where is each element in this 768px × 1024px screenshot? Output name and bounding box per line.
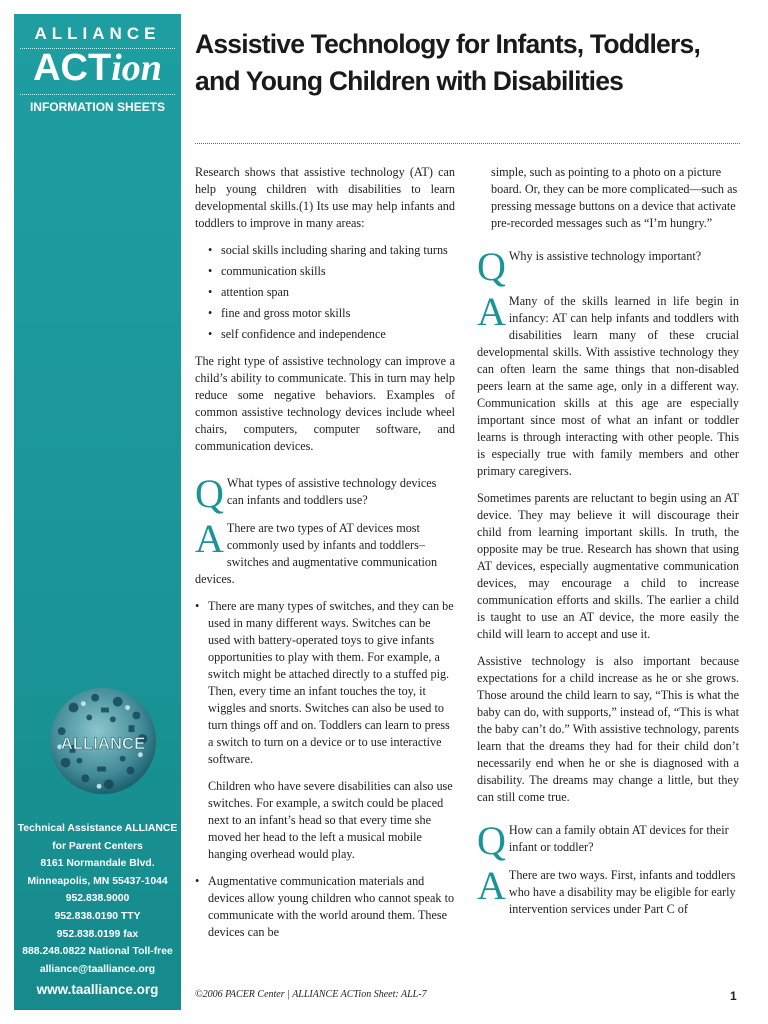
footer-credit: ©2006 PACER Center | ALLIANCE ACTion Sheet: ALL-7	[195, 989, 427, 1000]
drop-cap-q: Q	[477, 818, 506, 863]
alliance-globe-logo	[44, 682, 162, 800]
answer-2-text: Many of the skills learned in life begin in infancy: AT can help infants and toddlers with disabilities learn many of these crucial developmental skills. With assistive technology they can often learn the same things that non-disabled peers learn at the same age, only in a different way. Communication skills at this age are especially important since most of what an infant or toddler learns is through interacting with other people. This is especially true with family members and other primary caregivers.	[477, 294, 739, 478]
answer-1-text: There are two types of AT devices most commonly used by infants and toddlers–switches and augmentative communication devices.	[195, 521, 438, 586]
website-url: www.taalliance.org	[36, 982, 159, 997]
answer-3-text: There are two ways. First, infants and toddlers who have a disability may be eligible for early intervention services under Part C of	[508, 868, 736, 916]
intro-paragraph: Research shows that assistive technology (AT) can help young children with disabilities to learn developmental skills.(1) Its use may help infants and toddlers to improve in many areas:	[195, 165, 455, 230]
list-item: • attention span	[208, 284, 455, 301]
drop-cap-a: A	[195, 516, 224, 561]
title-line-1: Assistive Technology for Infants, Toddlers,	[195, 29, 701, 59]
question-3	[477, 818, 739, 863]
page-title	[195, 26, 755, 100]
contact-email: alliance@taalliance.org	[39, 963, 156, 975]
title-divider	[195, 143, 740, 144]
information-sheets-label: INFORMATION SHEETS	[29, 100, 166, 114]
list-item: • social skills including sharing and taking turns	[208, 242, 455, 259]
question-1	[195, 471, 455, 516]
communication-paragraph: The right type of assistive technology can improve a child’s ability to communicate. This in turn may help reduce some negative behaviors. Examples of common assistive technology devices include wheel chairs, computers, computer software, and communication devices.	[195, 354, 455, 453]
augmentative-list	[195, 873, 455, 941]
brand-divider-bottom	[20, 94, 175, 95]
sidebar	[14, 14, 181, 1010]
contact-org-sub: for Parent Centers	[52, 840, 143, 852]
contact-tty: 952.838.0190 TTY	[54, 910, 141, 922]
answer-1	[195, 516, 455, 588]
switches-list	[195, 598, 455, 768]
drop-cap-q: Q	[195, 471, 224, 516]
list-item: • Augmentative communication materials and devices allow young children who cannot speak to communicate with the world around them. These devices can be	[195, 873, 455, 941]
drop-cap-a: A	[477, 289, 506, 334]
logo-alliance-text: ALLIANCE	[60, 733, 146, 753]
question-2-text: Why is assistive technology important?	[508, 249, 702, 263]
brand-action-logo	[14, 46, 181, 90]
brand-ion-text: ion	[111, 47, 162, 89]
right-column	[477, 164, 739, 928]
drop-cap-q: Q	[477, 244, 506, 289]
drop-cap-a: A	[477, 863, 506, 908]
list-item: • There are many types of switches, and they can be used in many different ways. Switches can be used with battery-operated toys to give infants opportunities to play with them. For example, a switch might be attached directly to a stuffed pig. Then, every time an infant touches the toy, it wiggles and snorts. Switches can also be used to turn things off and on. Toddlers can learn to press a switch to turn on a device or to use interactive software.	[195, 598, 455, 768]
page-number: 1	[730, 989, 737, 1003]
answer-2	[477, 289, 739, 480]
title-line-2: and Young Children with Disabilities	[195, 66, 624, 96]
answer-3	[477, 863, 739, 918]
question-1-text: What types of assistive technology devices can infants and toddlers use?	[226, 476, 437, 507]
contact-fax: 952.838.0199 fax	[56, 928, 139, 940]
severe-disabilities-paragraph: Children who have severe disabilities can also use switches. For example, a switch could be placed next to an infant’s head so that every time she moved her head to the left a musical mobile hanging overhead would play.	[208, 779, 453, 861]
left-column	[195, 164, 455, 951]
brand-act-text: ACT	[33, 47, 112, 89]
reluctant-parents-paragraph: Sometimes parents are reluctant to begin using an AT device. They may believe it will discourage their child from learning important skills. In truth, the opposite may be true. Research has shown that using AT devices, especially augmentative communication devices, may encourage a child to increase communication efforts and skills. The earlier a child is taught to use an AT device, the more easily the child will learn to accept and use it.	[477, 491, 739, 641]
contact-org: Technical Assistance ALLIANCE	[17, 823, 178, 834]
skill-areas-list	[195, 242, 455, 343]
list-item: • communication skills	[208, 263, 455, 280]
brand-alliance-wordmark: ALLIANCE	[34, 24, 161, 43]
contact-city: Minneapolis, MN 55437-1044	[27, 875, 168, 887]
question-3-text: How can a family obtain AT devices for their infant or toddler?	[508, 823, 729, 854]
expectations-paragraph: Assistive technology is also important because expectations for a child increase as he or she grows. Those around the child learn to say, “This is what the baby can do, with supports,” instead of, “This is what the baby can’t do.” With assistive technology, parents learn that the dreams they had for their child don’t necessarily end when he or she is diagnosed with a disability. The dreams may change a little, but they can still come true.	[477, 654, 739, 804]
contact-phone: 952.838.9000	[65, 893, 130, 905]
list-item: • self confidence and independence	[208, 326, 455, 343]
contact-street: 8161 Normandale Blvd.	[40, 858, 155, 870]
question-2	[477, 244, 739, 289]
contact-block	[14, 820, 181, 978]
continued-paragraph: simple, such as pointing to a photo on a picture board. Or, they can be more complicated—such as pressing message buttons on a device that activate pre-recorded messages such as “I’m hungry.”	[491, 165, 738, 230]
list-item: • fine and gross motor skills	[208, 305, 455, 322]
contact-tollfree: 888.248.0822 National Toll-free	[22, 946, 173, 958]
